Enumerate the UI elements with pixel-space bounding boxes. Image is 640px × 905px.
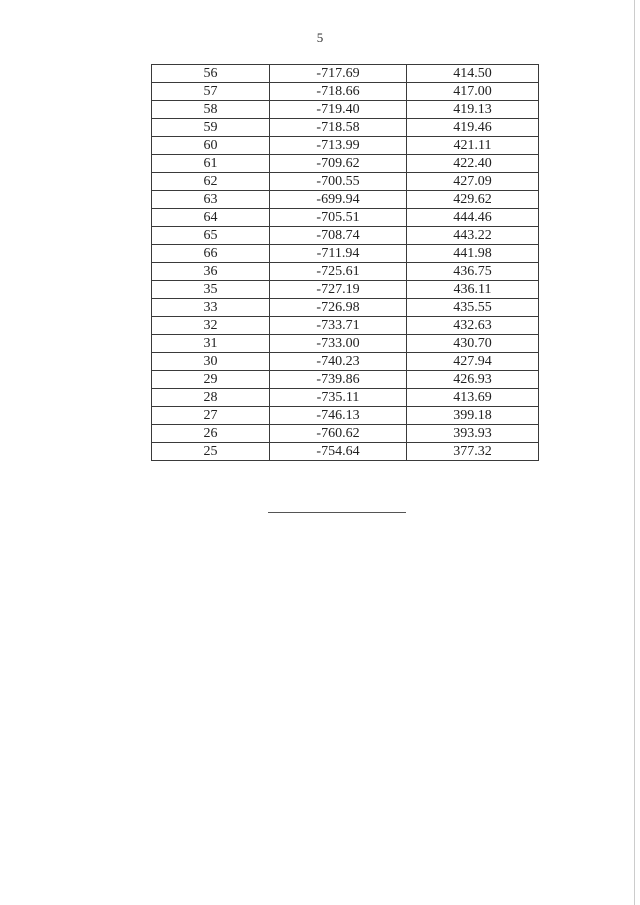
point-number-cell: 64 <box>152 209 270 227</box>
point-number-cell: 56 <box>152 65 270 83</box>
table-row <box>152 425 539 443</box>
x-coordinate-cell: -718.58 <box>270 119 407 137</box>
table-row <box>152 299 539 317</box>
point-number-cell: 35 <box>152 281 270 299</box>
point-number-cell: 58 <box>152 101 270 119</box>
point-number-cell: 61 <box>152 155 270 173</box>
page-number: 5 <box>316 30 324 45</box>
point-number-cell: 63 <box>152 191 270 209</box>
point-number-cell: 29 <box>152 371 270 389</box>
table-row <box>152 371 539 389</box>
table-row <box>152 155 539 173</box>
x-coordinate-cell: -754.64 <box>270 443 407 461</box>
y-coordinate-cell: 436.75 <box>407 263 539 281</box>
point-number-cell: 27 <box>152 407 270 425</box>
x-coordinate-cell: -735.11 <box>270 389 407 407</box>
y-coordinate-cell: 377.32 <box>407 443 539 461</box>
coordinates-table-body <box>152 65 539 461</box>
y-coordinate-cell: 419.46 <box>407 119 539 137</box>
y-coordinate-cell: 419.13 <box>407 101 539 119</box>
table-row <box>152 317 539 335</box>
point-number-cell: 66 <box>152 245 270 263</box>
x-coordinate-cell: -709.62 <box>270 155 407 173</box>
table-row <box>152 389 539 407</box>
table-row <box>152 191 539 209</box>
x-coordinate-cell: -708.74 <box>270 227 407 245</box>
table-row <box>152 281 539 299</box>
table-row <box>152 173 539 191</box>
x-coordinate-cell: -717.69 <box>270 65 407 83</box>
point-number-cell: 59 <box>152 119 270 137</box>
table-row <box>152 245 539 263</box>
coordinates-table <box>151 64 539 461</box>
x-coordinate-cell: -726.98 <box>270 299 407 317</box>
y-coordinate-cell: 422.40 <box>407 155 539 173</box>
table-row <box>152 227 539 245</box>
y-coordinate-cell: 413.69 <box>407 389 539 407</box>
table-row <box>152 335 539 353</box>
x-coordinate-cell: -711.94 <box>270 245 407 263</box>
y-coordinate-cell: 435.55 <box>407 299 539 317</box>
x-coordinate-cell: -705.51 <box>270 209 407 227</box>
x-coordinate-cell: -699.94 <box>270 191 407 209</box>
x-coordinate-cell: -740.23 <box>270 353 407 371</box>
y-coordinate-cell: 436.11 <box>407 281 539 299</box>
y-coordinate-cell: 427.09 <box>407 173 539 191</box>
table-row <box>152 83 539 101</box>
table-row <box>152 407 539 425</box>
y-coordinate-cell: 399.18 <box>407 407 539 425</box>
x-coordinate-cell: -760.62 <box>270 425 407 443</box>
y-coordinate-cell: 432.63 <box>407 317 539 335</box>
point-number-cell: 33 <box>152 299 270 317</box>
page-edge-line <box>634 0 635 905</box>
point-number-cell: 26 <box>152 425 270 443</box>
table-row <box>152 443 539 461</box>
y-coordinate-cell: 427.94 <box>407 353 539 371</box>
point-number-cell: 31 <box>152 335 270 353</box>
point-number-cell: 62 <box>152 173 270 191</box>
y-coordinate-cell: 426.93 <box>407 371 539 389</box>
y-coordinate-cell: 430.70 <box>407 335 539 353</box>
table-row <box>152 101 539 119</box>
point-number-cell: 30 <box>152 353 270 371</box>
y-coordinate-cell: 444.46 <box>407 209 539 227</box>
y-coordinate-cell: 443.22 <box>407 227 539 245</box>
y-coordinate-cell: 414.50 <box>407 65 539 83</box>
x-coordinate-cell: -725.61 <box>270 263 407 281</box>
y-coordinate-cell: 429.62 <box>407 191 539 209</box>
y-coordinate-cell: 441.98 <box>407 245 539 263</box>
y-coordinate-cell: 417.00 <box>407 83 539 101</box>
x-coordinate-cell: -713.99 <box>270 137 407 155</box>
x-coordinate-cell: -700.55 <box>270 173 407 191</box>
point-number-cell: 57 <box>152 83 270 101</box>
y-coordinate-cell: 421.11 <box>407 137 539 155</box>
x-coordinate-cell: -733.71 <box>270 317 407 335</box>
x-coordinate-cell: -718.66 <box>270 83 407 101</box>
table-row <box>152 119 539 137</box>
point-number-cell: 25 <box>152 443 270 461</box>
point-number-cell: 36 <box>152 263 270 281</box>
point-number-cell: 28 <box>152 389 270 407</box>
point-number-cell: 65 <box>152 227 270 245</box>
end-of-table-rule <box>268 512 406 513</box>
y-coordinate-cell: 393.93 <box>407 425 539 443</box>
table-row <box>152 137 539 155</box>
x-coordinate-cell: -733.00 <box>270 335 407 353</box>
table-row <box>152 353 539 371</box>
x-coordinate-cell: -719.40 <box>270 101 407 119</box>
point-number-cell: 32 <box>152 317 270 335</box>
table-row <box>152 263 539 281</box>
x-coordinate-cell: -746.13 <box>270 407 407 425</box>
table-row <box>152 65 539 83</box>
x-coordinate-cell: -739.86 <box>270 371 407 389</box>
x-coordinate-cell: -727.19 <box>270 281 407 299</box>
table-row <box>152 209 539 227</box>
point-number-cell: 60 <box>152 137 270 155</box>
